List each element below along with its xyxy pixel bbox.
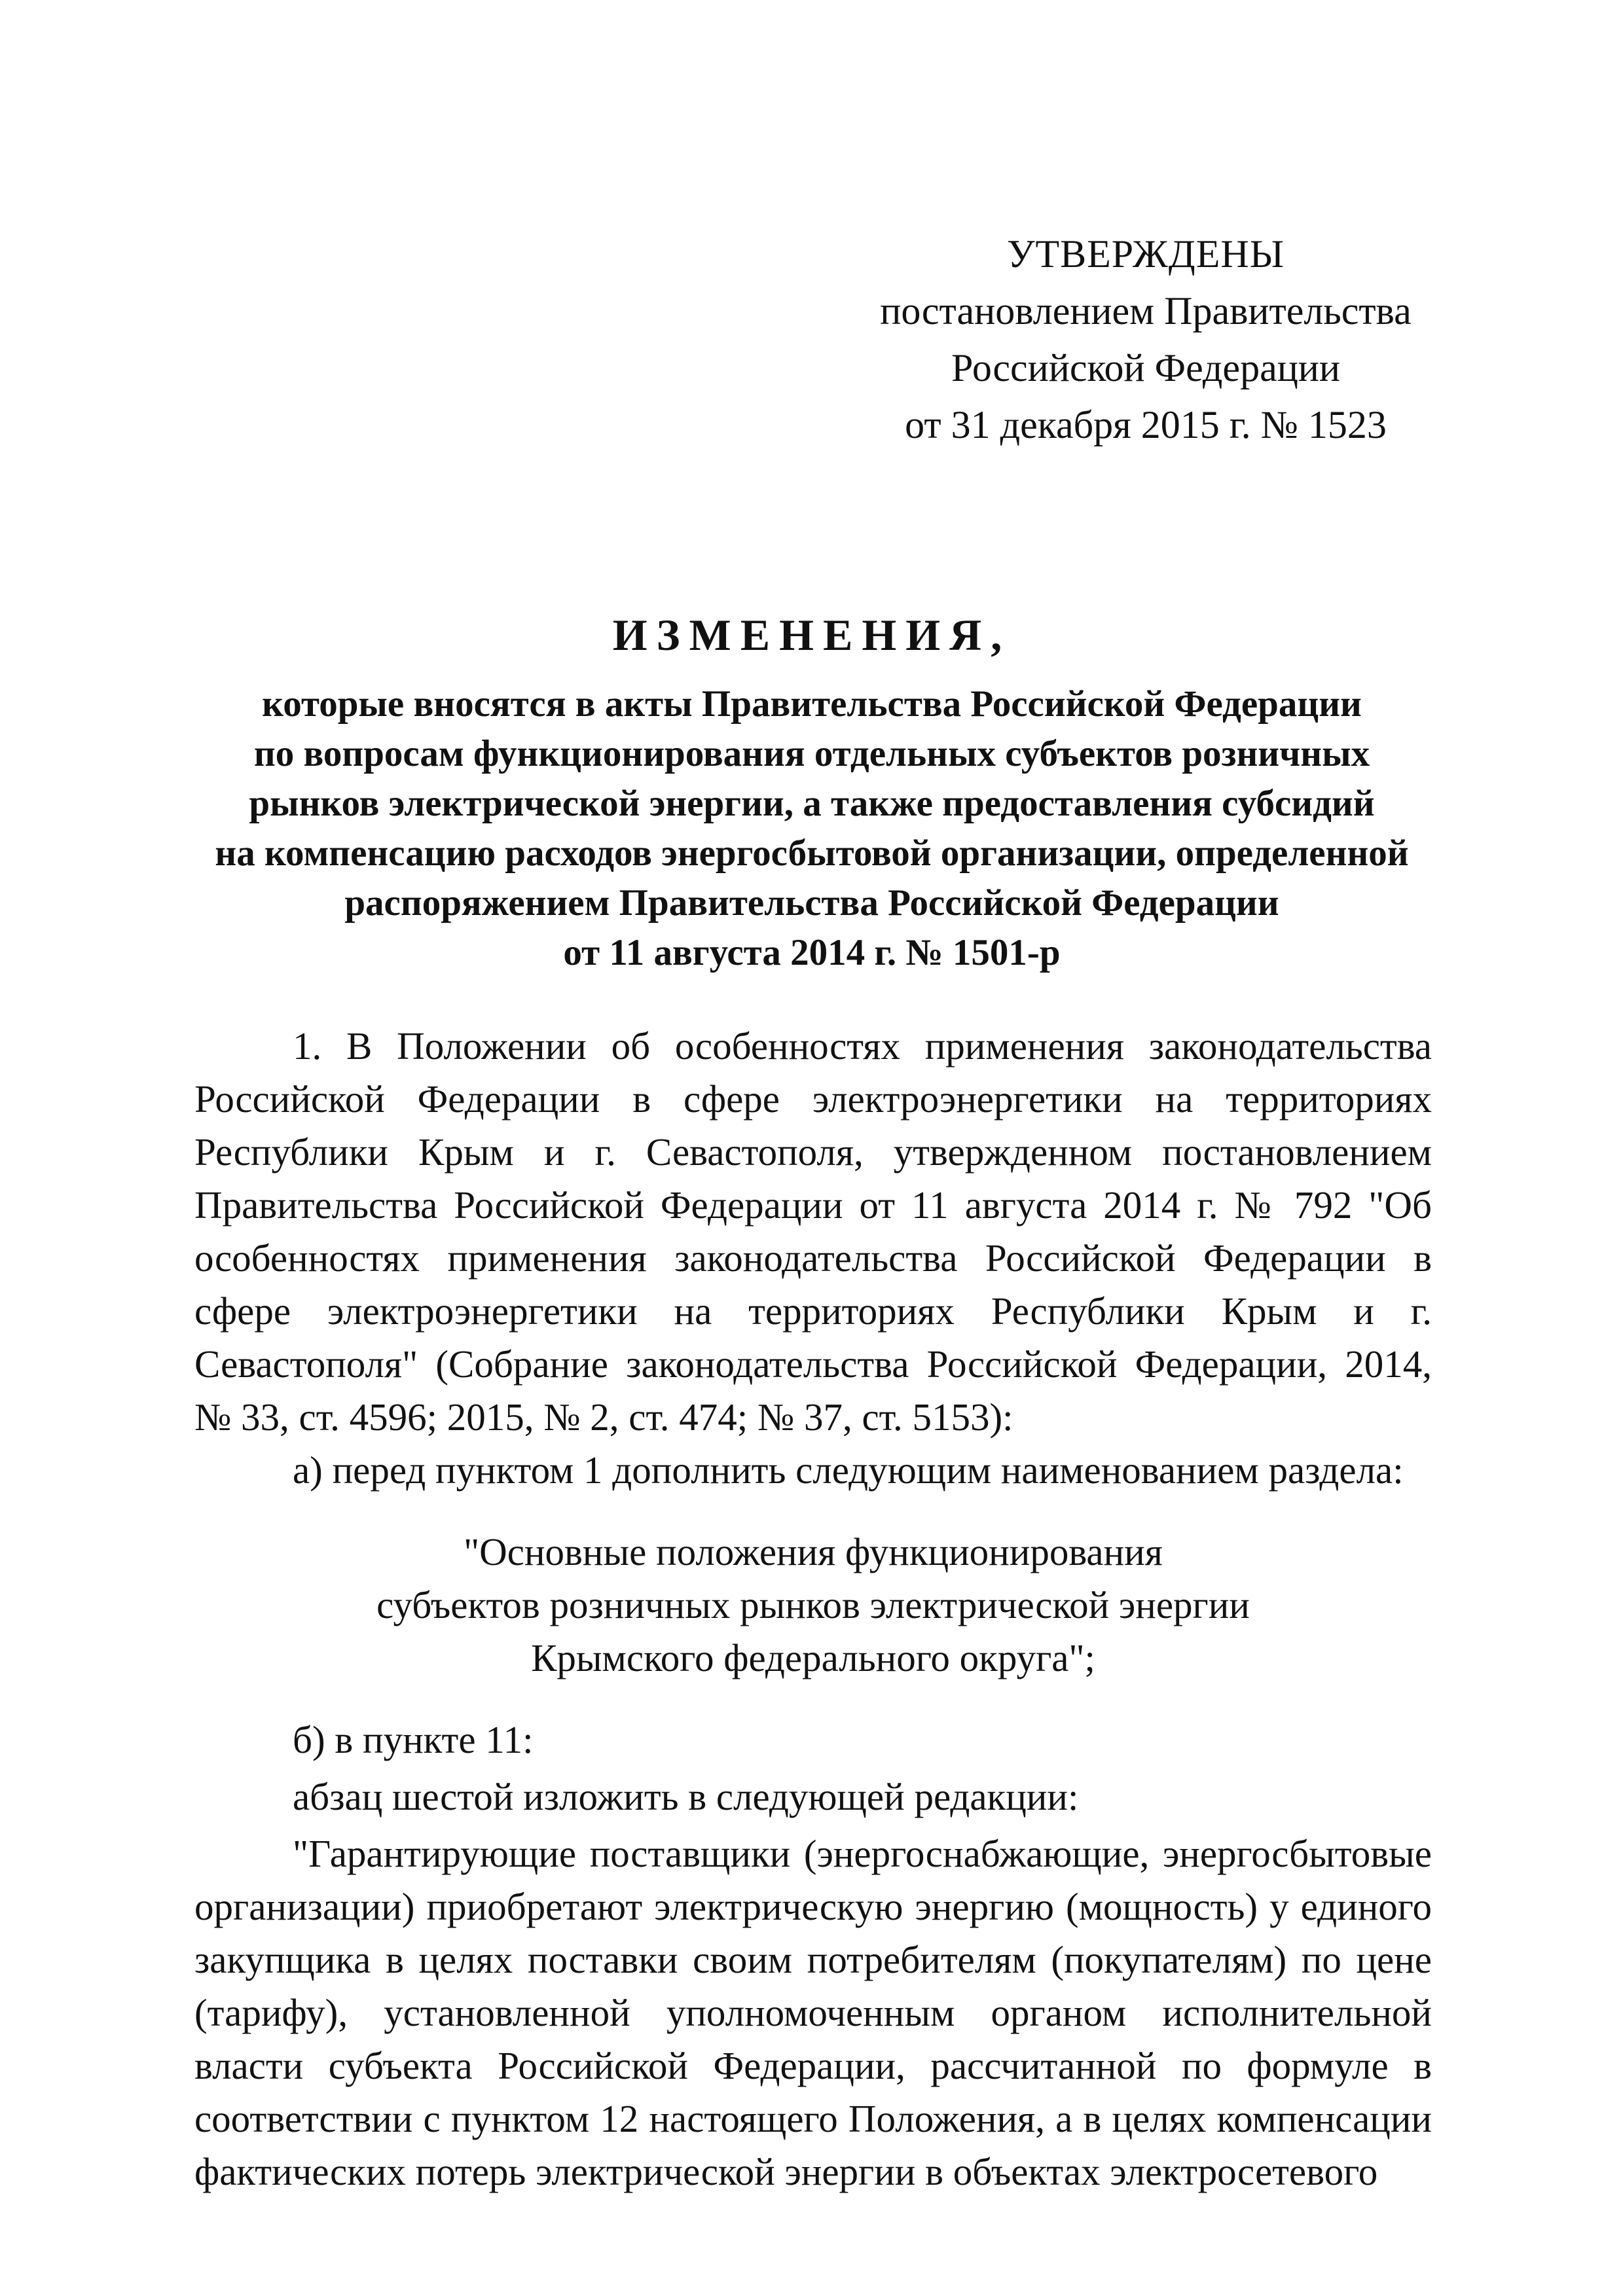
quote-line: Крымского федерального округа";: [531, 1636, 1095, 1679]
document-title-block: [157, 609, 1467, 978]
quote-line: "Основные положения функционирования: [464, 1530, 1163, 1573]
quote-line: субъектов розничных рынков электрической энергии: [376, 1583, 1250, 1626]
approval-block: [851, 226, 1440, 454]
title-line: по вопросам функционирования отдельных субъектов розничных: [253, 733, 1370, 774]
item-b: б) в пункте 11:: [293, 1718, 534, 1761]
approval-title: УТВЕРЖДЕНЫ: [1006, 232, 1285, 276]
paragraph-1: 1. В Положении об особенностях применения законодательства Российской Федерации в сфере электроэнергетики на территориях Республики Крым и г. Севастополя, утвержденном постановлением Правительства Российской Федерации от 11 августа 2014 г. № 792 "Об особенностях применения законодательства Российской Федерации в сфере электроэнергетики на территориях Республики Крым и г. Севастополя" (Собрание законодательства Российской Федерации, 2014, № 33, ст. 4596; 2015, № 2, ст. 474; № 37, ст. 5153):: [194, 1024, 1432, 1439]
title-line: на компенсацию расходов энергосбытовой организации, определенной: [215, 833, 1409, 874]
approval-line-resolution: постановлением Правительства: [880, 289, 1412, 332]
title-line: которые вносятся в акты Правительства Российской Федерации: [262, 683, 1362, 725]
item-b-instruction: абзац шестой изложить в следующей редакции:: [293, 1775, 1079, 1818]
paragraph-suppliers: "Гарантирующие поставщики (энергоснабжающие, энергосбытовые организации) приобретают электрическую энергию (мощность) у единого закупщика в целях поставки своим потребителям (покупателям) по цене (тарифу), установленной уполномоченным органом исполнительной власти субъекта Российской Федерации, рассчитанной по формуле в соответствии с пунктом 12 настоящего Положения, а в целях компенсации фактических потерь электрической энергии в объектах электросетевого: [194, 1832, 1432, 2193]
document-heading: ИЗМЕНЕНИЯ,: [612, 610, 1012, 660]
approval-line-government: Российской Федерации: [951, 346, 1341, 389]
title-line: распоряжением Правительства Российской Федерации: [344, 882, 1279, 924]
approval-line-date-number: от 31 декабря 2015 г. № 1523: [905, 403, 1387, 446]
document-body: [194, 1020, 1432, 2198]
item-a: а) перед пунктом 1 дополнить следующим наименованием раздела:: [293, 1448, 1404, 1492]
title-line: от 11 августа 2014 г. № 1501-р: [563, 932, 1061, 973]
quoted-section-title: [194, 1526, 1432, 1685]
title-line: рынков электрической энергии, а также предоставления субсидий: [249, 783, 1375, 824]
